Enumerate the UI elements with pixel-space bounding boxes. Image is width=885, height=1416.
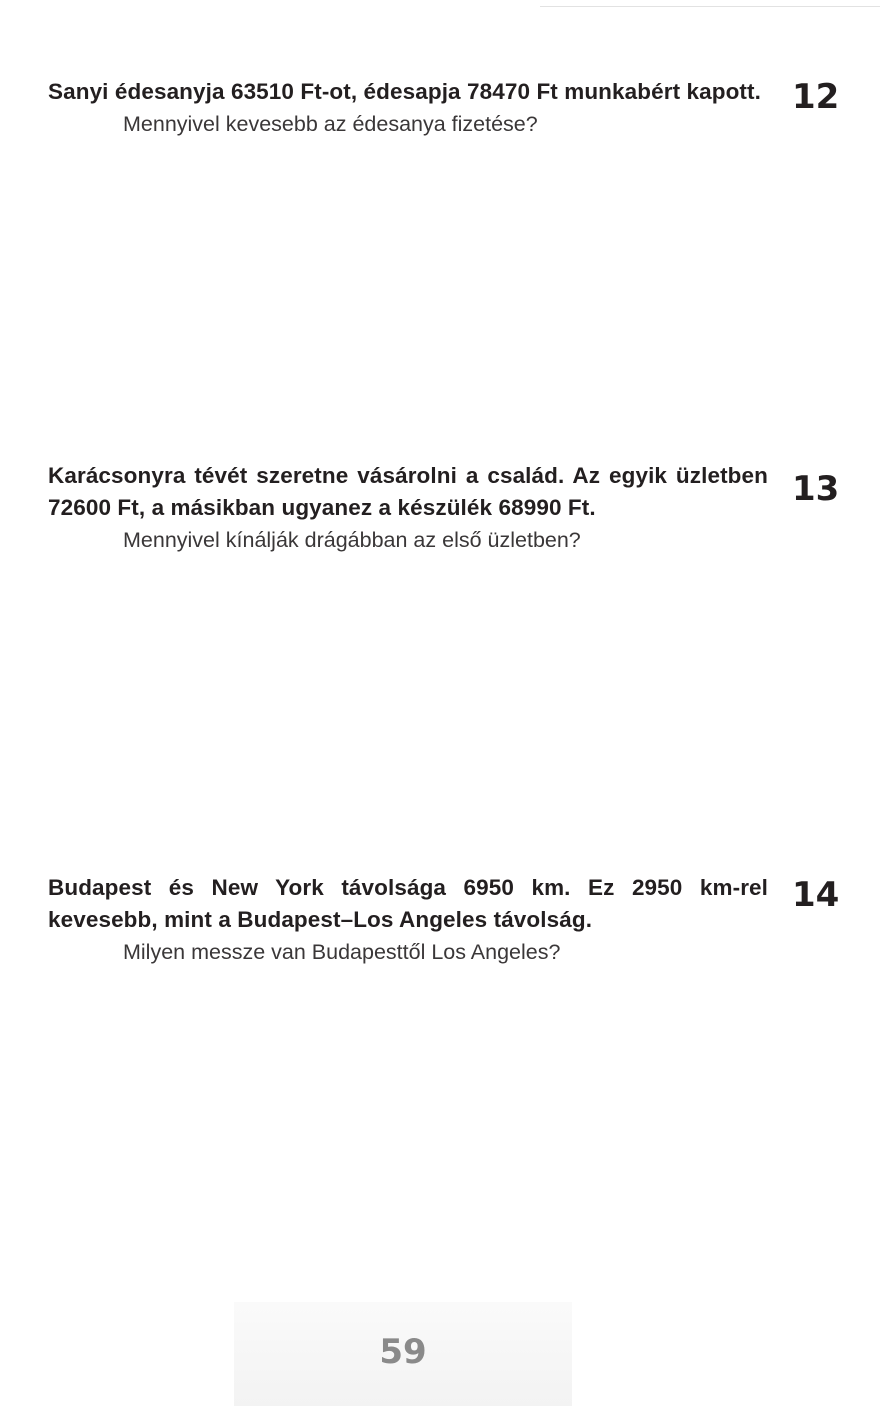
statement-text: Ft, a másikban ugyanez a készülék [111, 495, 499, 520]
statement-text: Sanyi édesanyja [48, 79, 231, 104]
statement-text: Ft. [561, 495, 596, 520]
top-rule [540, 6, 880, 7]
problem-number-14: 14 [792, 875, 840, 915]
statement-text: km. Ez [513, 875, 632, 900]
problem-13-question: Mennyivel kínálják drágábban az első üzletben? [123, 528, 581, 552]
problem-12 [48, 76, 768, 139]
problem-number-13: 13 [792, 469, 840, 509]
problem-12-statement [48, 76, 768, 108]
problem-number-12: 12 [792, 77, 840, 117]
statement-number: 6950 [463, 875, 514, 900]
statement-number: 68990 [498, 495, 562, 520]
statement-text: Ft-ot, édesapja [294, 79, 468, 104]
statement-number: 2950 [631, 875, 683, 900]
page-number: 59 [379, 1332, 427, 1372]
problem-14 [48, 872, 768, 967]
statement-number: 72600 [48, 495, 112, 520]
problem-13 [48, 460, 768, 555]
problem-14-question: Milyen messze van Budapesttől Los Angeles? [123, 940, 561, 964]
problem-14-statement [48, 872, 768, 936]
statement-text: Budapest és New York távolsága [48, 875, 464, 900]
statement-text: Karácsonyra tévét szeretne vásárolni a család. Az egyik üzletben [48, 463, 768, 488]
statement-number: 63510 [230, 79, 295, 104]
problem-12-question: Mennyivel kevesebb az édesanya fizetése? [123, 112, 538, 136]
statement-text: Ft munkabért kapott. [530, 79, 761, 104]
statement-number: 78470 [467, 79, 531, 104]
page-number-box [234, 1302, 572, 1406]
problem-13-statement [48, 460, 768, 524]
statement-text: km-rel kevesebb, mint a Budapest–Los Angeles távolság. [48, 875, 769, 932]
